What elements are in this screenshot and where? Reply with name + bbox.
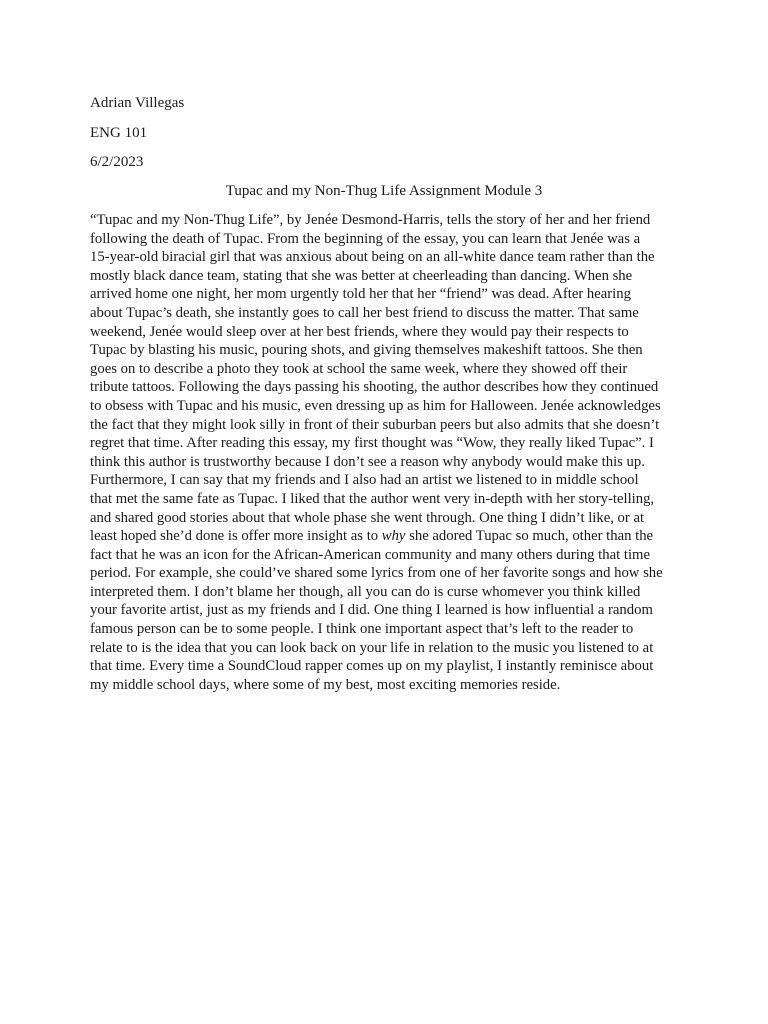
body-line: your favorite artist, just as my friends and I did. One thing I learned is how influential a random	[90, 602, 653, 619]
body-line: mostly black dance team, stating that she was better at cheerleading than dancing. When she	[90, 267, 633, 284]
body-line: weekend, Jenée would sleep over at her best friends, where they would pay their respects to	[90, 323, 629, 340]
submission-date: 6/2/2023	[90, 154, 144, 170]
course-name: ENG 101	[90, 125, 148, 141]
body-line: following the death of Tupac. From the beginning of the essay, you can learn that Jenée was a	[90, 230, 641, 247]
body-line: fact that he was an icon for the African-American community and many others during that time	[90, 546, 650, 563]
body-line: “Tupac and my Non-Thug Life”, by Jenée Desmond-Harris, tells the story of her and her friend	[90, 212, 651, 228]
body-line: the fact that they might look silly in front of their suburban peers but also admits that she doesn’t	[90, 416, 660, 433]
body-line: 15-year-old biracial girl that was anxious about being on an all-white dance team rather than the	[90, 249, 655, 266]
body-line: and shared good stories about that whole phase she went through. One thing I didn’t like, or at	[90, 509, 645, 526]
body-line: my middle school days, where some of my best, most exciting memories reside.	[90, 676, 561, 693]
body-line: think this author is trustworthy because I don’t see a reason why anybody would make this up.	[90, 453, 645, 470]
body-line: relate to is the idea that you can look back on your life in relation to the music you listened to at	[90, 639, 654, 656]
body-line: Furthermore, I can say that my friends and I also had an artist we listened to in middle school	[90, 472, 639, 489]
body-line: that met the same fate as Tupac. I liked that the author went very in-depth with her story-telling,	[90, 490, 655, 507]
essay-title: Tupac and my Non-Thug Life Assignment Module 3	[225, 183, 543, 199]
body-line: arrived home one night, her mom urgently told her that her “friend” was dead. After hearing	[90, 286, 631, 303]
body-line: about Tupac’s death, she instantly goes to call her best friend to discuss the matter. That same	[90, 304, 639, 321]
body-line-segment: least hoped she’d done is offer more insight as to	[90, 528, 382, 545]
body-line: to obsess with Tupac and his music, even dressing up as him for Halloween. Jenée acknowledges	[90, 397, 661, 414]
essay-body	[90, 211, 702, 694]
body-line: famous person can be to some people. I think one important aspect that’s left to the reader to	[90, 621, 634, 638]
body-line: that time. Every time a SoundCloud rapper comes up on my playlist, I instantly reminisce about	[90, 658, 654, 675]
body-line: regret that time. After reading this essay, my first thought was “Wow, they really liked Tupac”. I	[90, 435, 654, 452]
body-line-with-emphasis	[90, 527, 702, 546]
author-name: Adrian Villegas	[90, 95, 185, 111]
body-line: interpreted them. I don’t blame her though, all you can do is curse whomever you think killed	[90, 583, 641, 600]
emphasis-word: why	[381, 528, 406, 545]
body-line: goes on to describe a photo they took at school the same week, where they showed off their	[90, 360, 628, 377]
body-line: period. For example, she could’ve shared some lyrics from one of her favorite songs and how she	[90, 565, 663, 582]
body-line-segment: she adored Tupac so much, other than the	[405, 528, 654, 545]
body-line: Tupac by blasting his music, pouring shots, and giving themselves makeshift tattoos. She then	[90, 342, 643, 359]
body-line: tribute tattoos. Following the days passing his shooting, the author describes how they continued	[90, 379, 659, 396]
